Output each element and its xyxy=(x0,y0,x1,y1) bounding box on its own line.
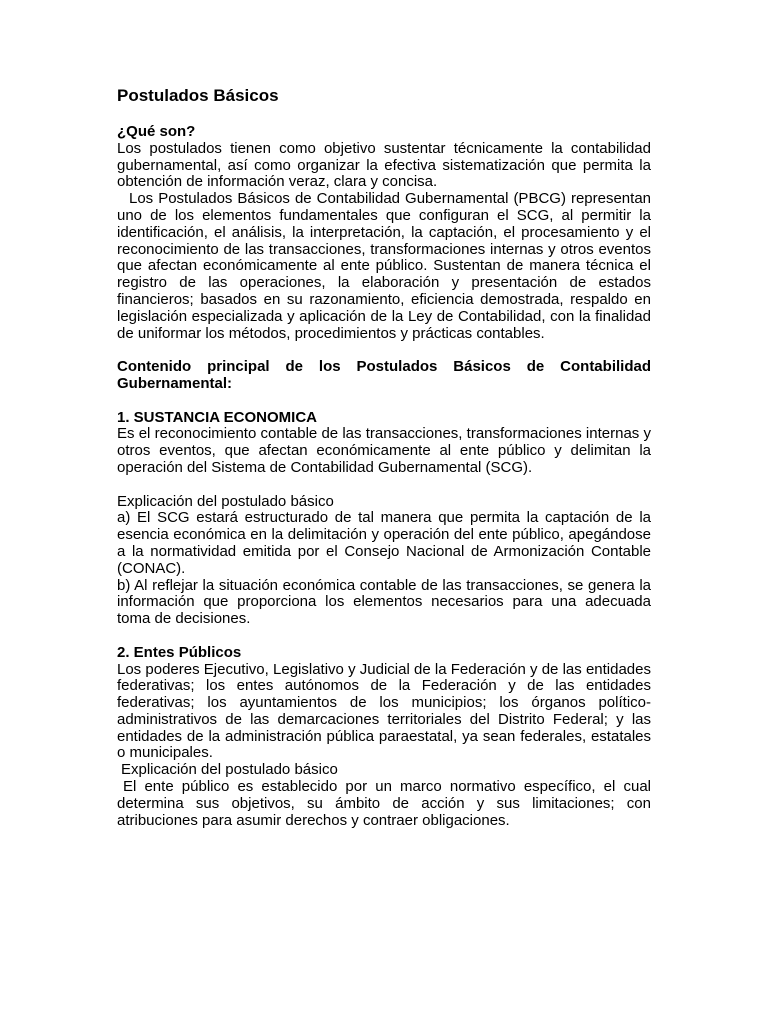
section-1-paragraph: Es el reconocimiento contable de las transacciones, transformaciones internas y otros eventos, que afectan económicamente al ente público y delimitan la operación del Sistema de Contabilidad Gubernamental (SCG). xyxy=(117,425,651,476)
spacer xyxy=(117,342,651,359)
spacer xyxy=(117,628,651,645)
intro-heading: ¿Qué son? xyxy=(117,123,196,140)
section-2-explanation-label: Explicación del postulado básico xyxy=(121,761,338,779)
intro-paragraph-2: Los Postulados Básicos de Contabilidad Gubernamental (PBCG) representan uno de los elementos fundamentales que configuran el SCG, al permitir la identificación, el análisis, la interpretación, la captación, el procesamiento y el reconocimiento de las transacciones, transformaciones internas y otros eventos que afectan económicamente al ente público. Sustentan de manera técnica el registro de las operaciones, la elaboración y presentación de estados financieros; basados en su razonamiento, eficiencia demostrada, respaldo en legislación especializada y aplicación de la Ley de Contabilidad, con la finalidad de uniformar los métodos, procedimientos y prácticas contables. xyxy=(117,190,651,342)
section-1-item-b: b) Al reflejar la situación económica contable de las transacciones, se genera la información que proporciona los elementos necesarios para una adecuada toma de decisiones. xyxy=(117,576,651,628)
contenido-heading: Contenido principal de los Postulados Básicos de Contabilidad Gubernamental: xyxy=(117,358,651,392)
spacer xyxy=(117,393,651,410)
spacer xyxy=(117,477,651,494)
intro-paragraph-1: Los postulados tienen como objetivo sustentar técnicamente la contabilidad gubernamental, así como organizar la efectiva sistematización que permita la obtención de información veraz, clara y concisa. xyxy=(117,139,651,191)
document-title: Postulados Básicos xyxy=(117,86,279,105)
section-1-heading: 1. SUSTANCIA ECONOMICA xyxy=(117,408,318,426)
section-2-explanation: El ente público es establecido por un marco normativo específico, el cual determina sus objetivos, su ámbito de acción y sus limitaciones; con atribuciones para asumir derechos y contraer obligaciones. xyxy=(117,778,651,829)
section-2-paragraph: Los poderes Ejecutivo, Legislativo y Judicial de la Federación y de las entidades federativas; los entes autónomos de la Federación y de las entidades federativas; los ayuntamientos de los municipios; los órganos político-administrativos de las demarcaciones territoriales del Distrito Federal; y las entidades de la administración pública paraestatal, ya sean federales, estatales o municipales. xyxy=(117,660,651,762)
section-1-explanation-label: Explicación del postulado básico xyxy=(117,492,334,510)
section-2-heading: 2. Entes Públicos xyxy=(117,643,242,661)
section-1-item-a: a) El SCG estará estructurado de tal manera que permita la captación de la esencia económica en la delimitación y operación del ente público, apegándose a la normatividad emitida por el Consejo Nacional de Armonización Contable (CONAC). xyxy=(117,509,651,577)
document-page xyxy=(117,86,651,829)
